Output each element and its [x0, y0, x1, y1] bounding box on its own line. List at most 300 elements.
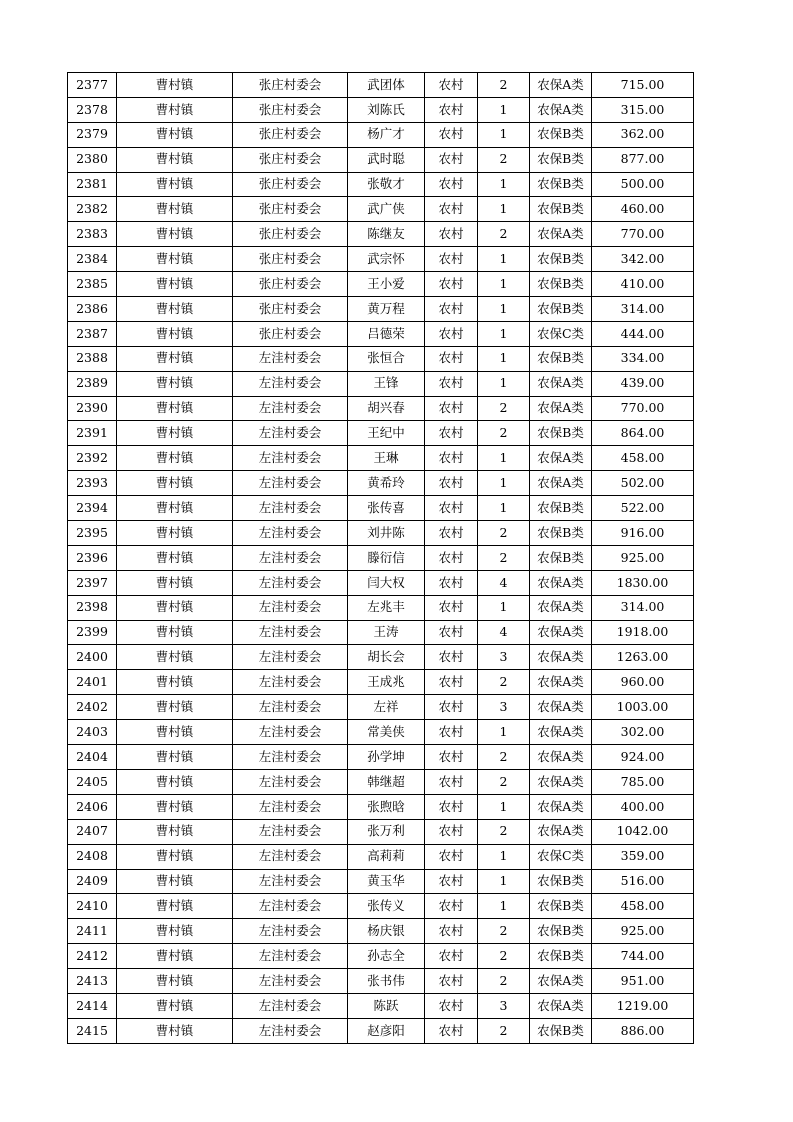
amount-cell: 924.00 [592, 745, 694, 770]
village-cell: 左洼村委会 [233, 570, 348, 595]
insurance-category-cell: 农保B类 [530, 197, 592, 222]
area-type-cell: 农村 [425, 844, 478, 869]
table-row [68, 97, 694, 122]
area-type-cell: 农村 [425, 794, 478, 819]
town-cell: 曹村镇 [117, 570, 233, 595]
area-type-cell: 农村 [425, 1018, 478, 1043]
town-cell: 曹村镇 [117, 944, 233, 969]
insurance-category-cell: 农保A类 [530, 645, 592, 670]
town-cell: 曹村镇 [117, 97, 233, 122]
table-row [68, 73, 694, 98]
village-cell: 左洼村委会 [233, 844, 348, 869]
area-type-cell: 农村 [425, 969, 478, 994]
household-count-cell: 1 [478, 371, 530, 396]
amount-cell: 342.00 [592, 247, 694, 272]
area-type-cell: 农村 [425, 595, 478, 620]
insurance-category-cell: 农保B类 [530, 521, 592, 546]
town-cell: 曹村镇 [117, 695, 233, 720]
area-type-cell: 农村 [425, 869, 478, 894]
record-id-cell: 2398 [68, 595, 117, 620]
table-row [68, 720, 694, 745]
name-cell: 杨庆银 [348, 919, 425, 944]
household-count-cell: 2 [478, 545, 530, 570]
name-cell: 张敬才 [348, 172, 425, 197]
table-row [68, 396, 694, 421]
town-cell: 曹村镇 [117, 371, 233, 396]
amount-cell: 1830.00 [592, 570, 694, 595]
table-row [68, 969, 694, 994]
amount-cell: 1219.00 [592, 993, 694, 1018]
record-id-cell: 2411 [68, 919, 117, 944]
record-id-cell: 2383 [68, 222, 117, 247]
area-type-cell: 农村 [425, 222, 478, 247]
table-row [68, 695, 694, 720]
area-type-cell: 农村 [425, 396, 478, 421]
amount-cell: 502.00 [592, 471, 694, 496]
insurance-category-cell: 农保B类 [530, 172, 592, 197]
name-cell: 武宗怀 [348, 247, 425, 272]
town-cell: 曹村镇 [117, 1018, 233, 1043]
name-cell: 刘井陈 [348, 521, 425, 546]
name-cell: 赵彦阳 [348, 1018, 425, 1043]
record-id-cell: 2377 [68, 73, 117, 98]
area-type-cell: 农村 [425, 421, 478, 446]
table-row [68, 496, 694, 521]
insurance-category-cell: 农保A类 [530, 769, 592, 794]
village-cell: 张庄村委会 [233, 222, 348, 247]
household-count-cell: 2 [478, 944, 530, 969]
name-cell: 王锋 [348, 371, 425, 396]
village-cell: 左洼村委会 [233, 471, 348, 496]
amount-cell: 516.00 [592, 869, 694, 894]
household-count-cell: 2 [478, 1018, 530, 1043]
name-cell: 张煦晗 [348, 794, 425, 819]
household-count-cell: 1 [478, 297, 530, 322]
record-id-cell: 2409 [68, 869, 117, 894]
insurance-category-cell: 农保C类 [530, 321, 592, 346]
record-id-cell: 2385 [68, 272, 117, 297]
name-cell: 张万利 [348, 819, 425, 844]
table-row [68, 670, 694, 695]
town-cell: 曹村镇 [117, 894, 233, 919]
table-row [68, 919, 694, 944]
table-row [68, 894, 694, 919]
village-cell: 张庄村委会 [233, 247, 348, 272]
table-row [68, 869, 694, 894]
insurance-category-cell: 农保B类 [530, 346, 592, 371]
insurance-category-cell: 农保A类 [530, 993, 592, 1018]
amount-cell: 400.00 [592, 794, 694, 819]
insurance-category-cell: 农保B类 [530, 147, 592, 172]
town-cell: 曹村镇 [117, 122, 233, 147]
insurance-category-cell: 农保A类 [530, 794, 592, 819]
record-id-cell: 2391 [68, 421, 117, 446]
table-row [68, 595, 694, 620]
area-type-cell: 农村 [425, 97, 478, 122]
record-id-cell: 2404 [68, 745, 117, 770]
insurance-category-cell: 农保B类 [530, 944, 592, 969]
town-cell: 曹村镇 [117, 993, 233, 1018]
amount-cell: 960.00 [592, 670, 694, 695]
record-id-cell: 2414 [68, 993, 117, 1018]
area-type-cell: 农村 [425, 346, 478, 371]
town-cell: 曹村镇 [117, 247, 233, 272]
village-cell: 左洼村委会 [233, 421, 348, 446]
household-count-cell: 1 [478, 869, 530, 894]
area-type-cell: 农村 [425, 371, 478, 396]
area-type-cell: 农村 [425, 147, 478, 172]
area-type-cell: 农村 [425, 521, 478, 546]
amount-cell: 916.00 [592, 521, 694, 546]
name-cell: 王琳 [348, 446, 425, 471]
town-cell: 曹村镇 [117, 73, 233, 98]
name-cell: 武时聪 [348, 147, 425, 172]
insurance-category-cell: 农保B类 [530, 122, 592, 147]
insurance-category-cell: 农保B类 [530, 919, 592, 944]
insurance-category-cell: 农保A类 [530, 720, 592, 745]
town-cell: 曹村镇 [117, 197, 233, 222]
name-cell: 刘陈氏 [348, 97, 425, 122]
table-row [68, 222, 694, 247]
name-cell: 左祥 [348, 695, 425, 720]
household-count-cell: 2 [478, 969, 530, 994]
table-row [68, 645, 694, 670]
name-cell: 张传义 [348, 894, 425, 919]
amount-cell: 522.00 [592, 496, 694, 521]
village-cell: 左洼村委会 [233, 620, 348, 645]
village-cell: 左洼村委会 [233, 670, 348, 695]
town-cell: 曹村镇 [117, 346, 233, 371]
village-cell: 左洼村委会 [233, 745, 348, 770]
village-cell: 张庄村委会 [233, 272, 348, 297]
village-cell: 左洼村委会 [233, 869, 348, 894]
village-cell: 左洼村委会 [233, 545, 348, 570]
record-id-cell: 2392 [68, 446, 117, 471]
record-id-cell: 2381 [68, 172, 117, 197]
household-count-cell: 2 [478, 819, 530, 844]
record-id-cell: 2384 [68, 247, 117, 272]
insurance-category-cell: 农保A类 [530, 670, 592, 695]
household-count-cell: 1 [478, 446, 530, 471]
village-cell: 左洼村委会 [233, 720, 348, 745]
village-cell: 张庄村委会 [233, 297, 348, 322]
table-row [68, 769, 694, 794]
insurance-category-cell: 农保B类 [530, 545, 592, 570]
town-cell: 曹村镇 [117, 147, 233, 172]
village-cell: 左洼村委会 [233, 1018, 348, 1043]
table-row [68, 272, 694, 297]
household-count-cell: 1 [478, 272, 530, 297]
record-id-cell: 2390 [68, 396, 117, 421]
amount-cell: 744.00 [592, 944, 694, 969]
table-row [68, 819, 694, 844]
insurance-category-cell: 农保A类 [530, 819, 592, 844]
area-type-cell: 农村 [425, 122, 478, 147]
town-cell: 曹村镇 [117, 272, 233, 297]
household-count-cell: 1 [478, 844, 530, 869]
table-row [68, 944, 694, 969]
village-cell: 左洼村委会 [233, 769, 348, 794]
insurance-category-cell: 农保A类 [530, 695, 592, 720]
household-count-cell: 2 [478, 769, 530, 794]
name-cell: 黄希玲 [348, 471, 425, 496]
amount-cell: 359.00 [592, 844, 694, 869]
table-row [68, 321, 694, 346]
amount-cell: 315.00 [592, 97, 694, 122]
village-cell: 左洼村委会 [233, 993, 348, 1018]
household-count-cell: 4 [478, 620, 530, 645]
village-cell: 张庄村委会 [233, 197, 348, 222]
town-cell: 曹村镇 [117, 222, 233, 247]
record-id-cell: 2395 [68, 521, 117, 546]
town-cell: 曹村镇 [117, 720, 233, 745]
village-cell: 张庄村委会 [233, 147, 348, 172]
table-row [68, 844, 694, 869]
town-cell: 曹村镇 [117, 446, 233, 471]
town-cell: 曹村镇 [117, 620, 233, 645]
area-type-cell: 农村 [425, 894, 478, 919]
insurance-category-cell: 农保A类 [530, 620, 592, 645]
amount-cell: 314.00 [592, 595, 694, 620]
household-count-cell: 3 [478, 695, 530, 720]
record-id-cell: 2408 [68, 844, 117, 869]
amount-cell: 951.00 [592, 969, 694, 994]
village-cell: 左洼村委会 [233, 695, 348, 720]
amount-cell: 864.00 [592, 421, 694, 446]
amount-cell: 1918.00 [592, 620, 694, 645]
name-cell: 吕德荣 [348, 321, 425, 346]
household-count-cell: 4 [478, 570, 530, 595]
table-row [68, 521, 694, 546]
area-type-cell: 农村 [425, 919, 478, 944]
area-type-cell: 农村 [425, 745, 478, 770]
village-cell: 左洼村委会 [233, 944, 348, 969]
village-cell: 左洼村委会 [233, 346, 348, 371]
town-cell: 曹村镇 [117, 745, 233, 770]
village-cell: 张庄村委会 [233, 321, 348, 346]
table-row [68, 471, 694, 496]
town-cell: 曹村镇 [117, 769, 233, 794]
amount-cell: 770.00 [592, 396, 694, 421]
record-id-cell: 2380 [68, 147, 117, 172]
area-type-cell: 农村 [425, 944, 478, 969]
name-cell: 左兆丰 [348, 595, 425, 620]
name-cell: 武广侠 [348, 197, 425, 222]
village-cell: 左洼村委会 [233, 446, 348, 471]
table-row [68, 794, 694, 819]
amount-cell: 886.00 [592, 1018, 694, 1043]
roster-table [67, 72, 694, 1044]
village-cell: 左洼村委会 [233, 645, 348, 670]
roster-body [68, 73, 694, 1044]
name-cell: 胡长会 [348, 645, 425, 670]
household-count-cell: 3 [478, 645, 530, 670]
amount-cell: 444.00 [592, 321, 694, 346]
household-count-cell: 1 [478, 122, 530, 147]
amount-cell: 925.00 [592, 545, 694, 570]
amount-cell: 302.00 [592, 720, 694, 745]
record-id-cell: 2406 [68, 794, 117, 819]
household-count-cell: 1 [478, 97, 530, 122]
village-cell: 左洼村委会 [233, 919, 348, 944]
table-row [68, 745, 694, 770]
name-cell: 王纪中 [348, 421, 425, 446]
village-cell: 左洼村委会 [233, 894, 348, 919]
table-row [68, 122, 694, 147]
amount-cell: 1263.00 [592, 645, 694, 670]
insurance-category-cell: 农保A类 [530, 73, 592, 98]
village-cell: 张庄村委会 [233, 172, 348, 197]
household-count-cell: 1 [478, 471, 530, 496]
record-id-cell: 2403 [68, 720, 117, 745]
table-row [68, 371, 694, 396]
name-cell: 陈继友 [348, 222, 425, 247]
record-id-cell: 2413 [68, 969, 117, 994]
village-cell: 左洼村委会 [233, 969, 348, 994]
town-cell: 曹村镇 [117, 521, 233, 546]
name-cell: 张恒合 [348, 346, 425, 371]
record-id-cell: 2410 [68, 894, 117, 919]
table-row [68, 446, 694, 471]
record-id-cell: 2382 [68, 197, 117, 222]
insurance-category-cell: 农保A类 [530, 371, 592, 396]
area-type-cell: 农村 [425, 695, 478, 720]
record-id-cell: 2378 [68, 97, 117, 122]
village-cell: 左洼村委会 [233, 521, 348, 546]
table-row [68, 620, 694, 645]
area-type-cell: 农村 [425, 545, 478, 570]
name-cell: 闫大权 [348, 570, 425, 595]
amount-cell: 877.00 [592, 147, 694, 172]
area-type-cell: 农村 [425, 570, 478, 595]
household-count-cell: 1 [478, 794, 530, 819]
town-cell: 曹村镇 [117, 172, 233, 197]
record-id-cell: 2397 [68, 570, 117, 595]
table-row [68, 346, 694, 371]
household-count-cell: 1 [478, 197, 530, 222]
town-cell: 曹村镇 [117, 471, 233, 496]
record-id-cell: 2394 [68, 496, 117, 521]
area-type-cell: 农村 [425, 670, 478, 695]
household-count-cell: 1 [478, 496, 530, 521]
area-type-cell: 农村 [425, 720, 478, 745]
area-type-cell: 农村 [425, 272, 478, 297]
amount-cell: 715.00 [592, 73, 694, 98]
town-cell: 曹村镇 [117, 919, 233, 944]
area-type-cell: 农村 [425, 993, 478, 1018]
record-id-cell: 2400 [68, 645, 117, 670]
village-cell: 左洼村委会 [233, 496, 348, 521]
village-cell: 张庄村委会 [233, 122, 348, 147]
town-cell: 曹村镇 [117, 496, 233, 521]
area-type-cell: 农村 [425, 645, 478, 670]
household-count-cell: 1 [478, 346, 530, 371]
area-type-cell: 农村 [425, 297, 478, 322]
record-id-cell: 2401 [68, 670, 117, 695]
amount-cell: 362.00 [592, 122, 694, 147]
table-row [68, 545, 694, 570]
area-type-cell: 农村 [425, 247, 478, 272]
amount-cell: 458.00 [592, 446, 694, 471]
household-count-cell: 1 [478, 172, 530, 197]
area-type-cell: 农村 [425, 819, 478, 844]
village-cell: 左洼村委会 [233, 595, 348, 620]
village-cell: 张庄村委会 [233, 73, 348, 98]
town-cell: 曹村镇 [117, 794, 233, 819]
insurance-category-cell: 农保B类 [530, 1018, 592, 1043]
insurance-category-cell: 农保A类 [530, 446, 592, 471]
town-cell: 曹村镇 [117, 321, 233, 346]
area-type-cell: 农村 [425, 471, 478, 496]
name-cell: 孙学坤 [348, 745, 425, 770]
household-count-cell: 2 [478, 670, 530, 695]
amount-cell: 785.00 [592, 769, 694, 794]
record-id-cell: 2396 [68, 545, 117, 570]
insurance-category-cell: 农保A类 [530, 396, 592, 421]
village-cell: 左洼村委会 [233, 794, 348, 819]
household-count-cell: 2 [478, 919, 530, 944]
record-id-cell: 2407 [68, 819, 117, 844]
insurance-category-cell: 农保B类 [530, 869, 592, 894]
household-count-cell: 2 [478, 222, 530, 247]
household-count-cell: 1 [478, 321, 530, 346]
town-cell: 曹村镇 [117, 645, 233, 670]
name-cell: 王成兆 [348, 670, 425, 695]
table-row [68, 172, 694, 197]
name-cell: 王小爱 [348, 272, 425, 297]
name-cell: 黄玉华 [348, 869, 425, 894]
record-id-cell: 2399 [68, 620, 117, 645]
table-row [68, 147, 694, 172]
name-cell: 高莉莉 [348, 844, 425, 869]
insurance-category-cell: 农保B类 [530, 247, 592, 272]
area-type-cell: 农村 [425, 769, 478, 794]
amount-cell: 334.00 [592, 346, 694, 371]
area-type-cell: 农村 [425, 321, 478, 346]
household-count-cell: 2 [478, 147, 530, 172]
insurance-category-cell: 农保A类 [530, 570, 592, 595]
name-cell: 韩继超 [348, 769, 425, 794]
record-id-cell: 2379 [68, 122, 117, 147]
area-type-cell: 农村 [425, 73, 478, 98]
amount-cell: 460.00 [592, 197, 694, 222]
household-count-cell: 2 [478, 421, 530, 446]
amount-cell: 1042.00 [592, 819, 694, 844]
insurance-category-cell: 农保A类 [530, 745, 592, 770]
name-cell: 张传喜 [348, 496, 425, 521]
name-cell: 陈跃 [348, 993, 425, 1018]
name-cell: 杨广才 [348, 122, 425, 147]
record-id-cell: 2386 [68, 297, 117, 322]
name-cell: 孙志全 [348, 944, 425, 969]
household-count-cell: 2 [478, 73, 530, 98]
town-cell: 曹村镇 [117, 969, 233, 994]
household-count-cell: 1 [478, 595, 530, 620]
record-id-cell: 2415 [68, 1018, 117, 1043]
record-id-cell: 2388 [68, 346, 117, 371]
amount-cell: 458.00 [592, 894, 694, 919]
insurance-category-cell: 农保A类 [530, 471, 592, 496]
table-row [68, 1018, 694, 1043]
household-count-cell: 3 [478, 993, 530, 1018]
insurance-category-cell: 农保A类 [530, 595, 592, 620]
insurance-category-cell: 农保B类 [530, 496, 592, 521]
village-cell: 左洼村委会 [233, 396, 348, 421]
area-type-cell: 农村 [425, 172, 478, 197]
amount-cell: 500.00 [592, 172, 694, 197]
record-id-cell: 2402 [68, 695, 117, 720]
amount-cell: 439.00 [592, 371, 694, 396]
